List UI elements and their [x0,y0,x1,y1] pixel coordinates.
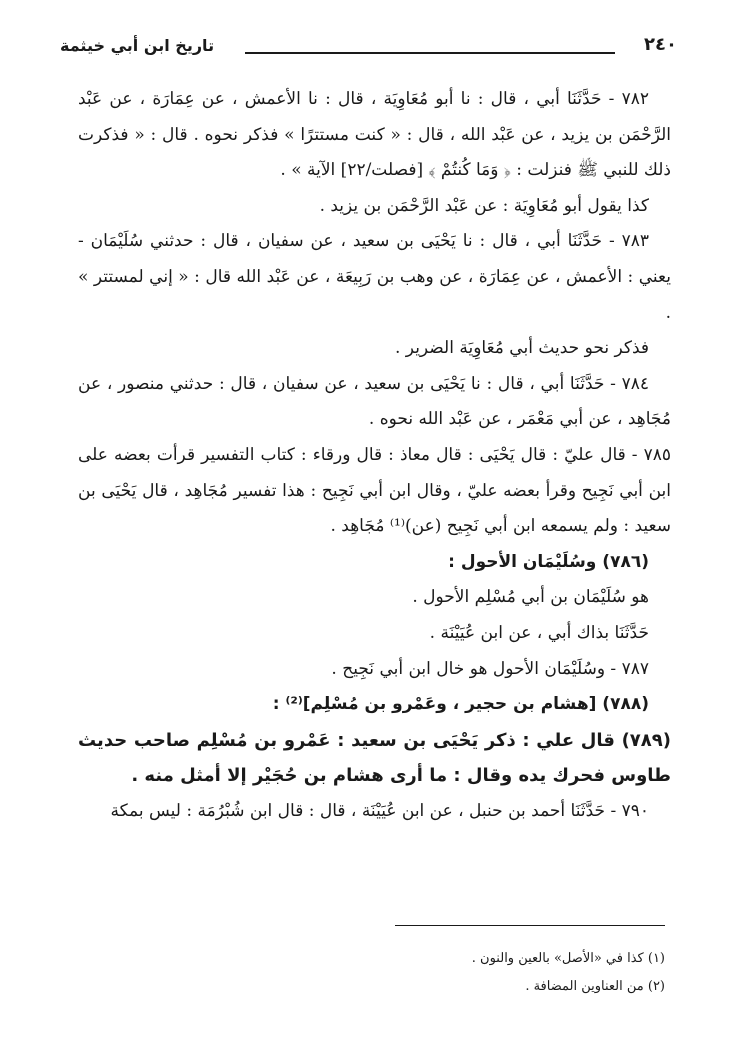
running-title: تاريخ ابن أبي خيثمة [60,36,215,55]
heading-786: (٧٨٦) وسُلَيْمَان الأحول : [448,551,649,572]
footnote-rule [395,925,665,926]
paragraph-785: ٧٨٥ - قال عليّ : قال يَحْيَى : قال معاذ : قال ورقاء : كتاب التفسير قرأت بعضه على ابن أبي نَجِيح وقرأ بعضه عليّ ، وقال ابن أبي نَجِيح : هذا تفسير مُجَاهِد ، قال يَحْيَى بن سعيد : ولم يسمعه ابن أبي نَجِيح (عن)⁽¹⁾ مُجَاهِد . [78,444,671,537]
main-text [78,82,671,829]
paragraph-sulayman: هو سُلَيْمَان بن أبي مُسْلِم الأحول . [412,587,649,608]
paragraph-haddathana-ibn-uyayna: حَدَّثَنَا بذاك أبي ، عن ابن عُيَيْنَة . [429,622,649,643]
footnote-2: (٢) من العناوين المضافة . [525,979,665,994]
paragraph-note-abu-muawiya: كذا يقول أبو مُعَاوِيَة : عن عَبْد الرَّحْمَن بن يزيد . [319,195,649,216]
footnote-1: (١) كذا في «الأصل» بالعين والنون . [471,951,665,966]
paragraph-787: ٧٨٧ - وسُلَيْمَان الأحول هو خال ابن أبي نَجِيح . [331,658,649,679]
paragraph-790: ٧٩٠ - حَدَّثَنَا أحمد بن حنبل ، عن ابن عُيَيْنَة ، قال : قال ابن شُبْرُمَة : ليس بمكة [110,800,649,821]
heading-788: (٧٨٨) [هشام بن حجير ، وعَمْرو بن مُسْلِم]⁽²⁾ : [272,694,649,715]
page-number: ٢٤٠ [644,34,677,55]
paragraph-783: ٧٨٣ - حَدَّثَنَا أبي ، قال : نا يَحْيَى بن سعيد ، عن سفيان ، قال : حدثني سُلَيْمَان - يعني : الأعمش ، عن عِمَارَة ، عن وهب بن رَبِيعَة ، عن عَبْد الله قال : « إني لمستتر » . [78,231,671,323]
paragraph-789: (٧٨٩) قال علي : ذكر يَحْيَى بن سعيد : عَمْرو بن مُسْلِم صاحب حديث طاوس فحرك يده وقال : ما أرى هشام بن حُجَيْر إلا أمثل منه . [78,729,671,787]
paragraph-784: ٧٨٤ - حَدَّثَنَا أبي ، قال : نا يَحْيَى بن سعيد ، عن سفيان ، قال : حدثني منصور ، عن مُجَاهِد ، عن أبي مَعْمَر ، عن عَبْد الله نحوه . [78,373,671,430]
header-rule [245,52,615,54]
page-header [60,26,677,66]
paragraph-782: ٧٨٢ - حَدَّثَنَا أبي ، قال : نا أبو مُعَاوِيَة ، قال : نا الأعمش ، عن عِمَارَة ، عن عَبْد الرَّحْمَن بن يزيد ، عن عَبْد الله ، قال : « كنت مستترًا » فذكر نحوه . قال : « فذكرت ذلك للنبي ﷺ فنزلت : ﴿ وَمَا كُنتُمْ ﴾ [فصلت/٢٢] الآية » . [78,89,671,181]
footnotes [70,945,665,1001]
paragraph-note-darir: فذكر نحو حديث أبي مُعَاوِيَة الضرير . [395,338,649,359]
